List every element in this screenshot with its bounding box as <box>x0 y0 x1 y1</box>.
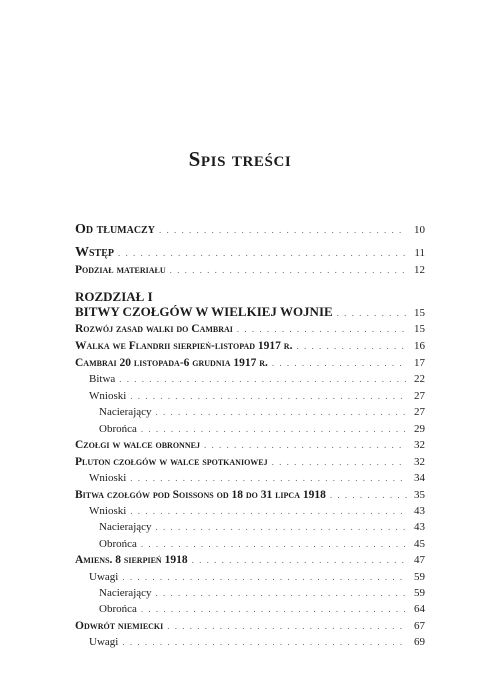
toc-entry[interactable] <box>75 323 425 335</box>
toc-leader-dots <box>204 440 407 450</box>
toc-entry[interactable] <box>75 357 425 369</box>
toc-entry-label: Bitwa czołgów pod Soissons od 18 do 31 lipca 1918 <box>75 489 326 501</box>
toc-leader-dots <box>330 490 407 500</box>
page-title: Spis treści <box>188 147 292 171</box>
toc-page-number: 29 <box>414 423 425 435</box>
toc-leader-dots <box>167 621 407 631</box>
toc-entry-label: Nacierający <box>99 587 152 599</box>
toc-leader-dots <box>156 522 407 532</box>
toc-page-number: 67 <box>414 620 425 632</box>
toc-entry-label: Pluton czołgów w walce spotkaniowej <box>75 456 268 468</box>
toc-entry-label: Od tłumaczy <box>75 222 155 237</box>
toc-entry-label: Uwagi <box>89 636 119 648</box>
toc-entry[interactable] <box>75 439 425 451</box>
toc-entry[interactable] <box>75 521 425 533</box>
toc-entry-label: Wnioski <box>89 390 127 402</box>
toc-entry[interactable] <box>75 636 425 648</box>
toc-page-number: 59 <box>414 587 425 599</box>
toc-page-number: 15 <box>414 307 425 319</box>
toc-page-number: 69 <box>414 636 425 648</box>
toc-leader-dots <box>156 407 407 417</box>
toc-entry[interactable] <box>75 472 425 484</box>
toc-entry[interactable] <box>75 373 425 385</box>
toc-entry[interactable] <box>75 456 425 468</box>
toc-page-number: 35 <box>414 489 425 501</box>
toc-leader-dots <box>296 341 407 351</box>
toc-entry-label: Amiens. 8 sierpień 1918 <box>75 554 188 566</box>
toc-page-number: 32 <box>414 439 425 451</box>
toc-entry-label: Obrońca <box>99 603 137 615</box>
toc-leader-dots <box>122 572 407 582</box>
toc-entry-label: Wnioski <box>89 505 127 517</box>
toc-entry[interactable] <box>75 587 425 599</box>
toc-leader-dots <box>130 473 407 483</box>
toc-entry[interactable] <box>75 264 425 276</box>
toc-page-number: 43 <box>414 521 425 533</box>
toc-entry-label: Nacierający <box>99 406 152 418</box>
toc-entry-label: Wstęp <box>75 245 115 260</box>
toc-page-number: 22 <box>414 373 425 385</box>
toc-leader-dots <box>272 358 407 368</box>
toc-entry[interactable] <box>75 620 425 632</box>
toc-page-number: 11 <box>414 247 425 259</box>
toc-leader-dots <box>118 248 407 258</box>
toc-page-number: 15 <box>414 323 425 335</box>
toc-page-number: 10 <box>414 224 425 236</box>
toc-entry[interactable] <box>75 304 425 320</box>
toc-leader-dots <box>130 391 407 401</box>
toc-entry-label: Obrońca <box>99 423 137 435</box>
toc-page-number: 34 <box>414 472 425 484</box>
toc-entry-label: Obrońca <box>99 538 137 550</box>
toc-entry-label: Nacierający <box>99 521 152 533</box>
chapter-heading: ROZDZIAŁ I <box>75 289 153 304</box>
toc-entry-label: Wnioski <box>89 472 127 484</box>
toc-page-number: 32 <box>414 456 425 468</box>
toc-entry[interactable] <box>75 406 425 418</box>
toc-entry[interactable] <box>75 603 425 615</box>
toc-entry[interactable] <box>75 571 425 583</box>
toc-leader-dots <box>141 539 407 549</box>
toc-entry[interactable] <box>75 340 425 352</box>
toc-leader-dots <box>237 324 407 334</box>
toc-leader-dots <box>141 604 407 614</box>
toc-leader-dots <box>122 637 407 647</box>
toc-page-number: 16 <box>414 340 425 352</box>
toc-entry-label: Podział materiału <box>75 264 166 276</box>
toc-entry[interactable] <box>75 489 425 501</box>
toc-leader-dots <box>337 308 407 318</box>
toc-page-number: 12 <box>414 264 425 276</box>
toc-entry[interactable] <box>75 554 425 566</box>
toc-leader-dots <box>159 225 407 235</box>
toc-entry-label: BITWY CZOŁGÓW W WIELKIEJ WOJNIE <box>75 304 333 319</box>
toc-leader-dots <box>119 374 407 384</box>
toc-entry-label: Rozwój zasad walki do Cambrai <box>75 323 233 335</box>
toc-entry[interactable] <box>75 538 425 550</box>
toc-entry-label: Uwagi <box>89 571 119 583</box>
toc-leader-dots <box>170 265 407 275</box>
toc-page-number: 47 <box>414 554 425 566</box>
toc-entry-label: Walka we Flandrii sierpień-listopad 1917 r. <box>75 340 293 352</box>
toc-page-number: 27 <box>414 406 425 418</box>
toc-entry[interactable] <box>75 423 425 435</box>
toc-entry-label: Odwrót niemiecki <box>75 620 164 632</box>
toc-entry[interactable] <box>75 390 425 402</box>
toc-entry[interactable] <box>75 245 425 261</box>
toc-entry-label: Czołgi w walce obronnej <box>75 439 200 451</box>
toc-page-number: 64 <box>414 603 425 615</box>
toc-entry-label: Cambrai 20 listopada-6 grudnia 1917 r. <box>75 357 268 369</box>
toc-leader-dots <box>141 424 407 434</box>
toc-page-number: 27 <box>414 390 425 402</box>
toc-leader-dots <box>130 506 407 516</box>
toc-entry[interactable] <box>75 505 425 517</box>
toc-page-number: 45 <box>414 538 425 550</box>
toc-page-number: 43 <box>414 505 425 517</box>
toc-leader-dots <box>156 588 407 598</box>
toc-page-number: 59 <box>414 571 425 583</box>
toc-entry-label: Bitwa <box>89 373 116 385</box>
toc-page-number: 17 <box>414 357 425 369</box>
toc-leader-dots <box>272 457 407 467</box>
toc-entry[interactable] <box>75 222 425 238</box>
toc-leader-dots <box>192 555 407 565</box>
